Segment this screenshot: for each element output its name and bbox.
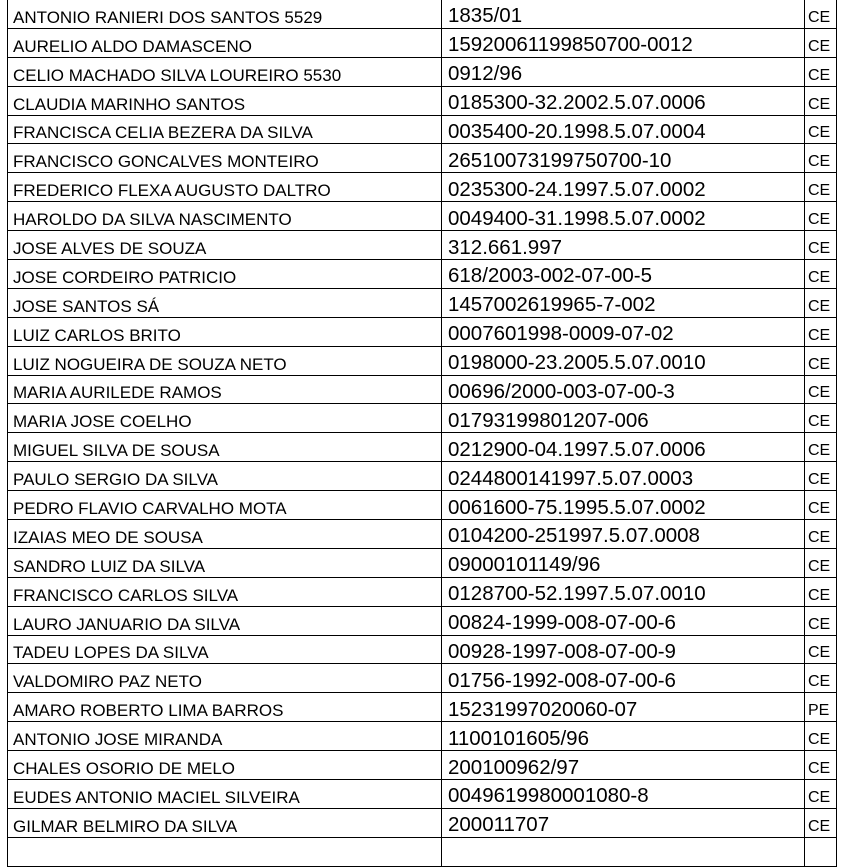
table-row (8, 346, 837, 375)
state-cell: CE (805, 722, 837, 751)
name-cell: FRANCISCO CARLOS SILVA (8, 577, 442, 606)
process-number-cell: 0128700-52.1997.5.07.0010 (442, 577, 805, 606)
table-row (8, 722, 837, 751)
table-row (8, 520, 837, 549)
table-row (8, 173, 837, 202)
state-cell: CE (805, 144, 837, 173)
state-cell: CE (805, 28, 837, 57)
records-table-body (8, 0, 837, 866)
state-cell: CE (805, 57, 837, 86)
table-row (8, 808, 837, 837)
state-cell: CE (805, 520, 837, 549)
table-row (8, 231, 837, 260)
table-row (8, 86, 837, 115)
process-number-cell: 26510073199750700-10 (442, 144, 805, 173)
state-cell: CE (805, 404, 837, 433)
table-row (8, 0, 837, 28)
name-cell: MARIA AURILEDE RAMOS (8, 375, 442, 404)
process-number-cell: 0235300-24.1997.5.07.0002 (442, 173, 805, 202)
name-cell: FREDERICO FLEXA AUGUSTO DALTRO (8, 173, 442, 202)
process-number-cell: 0212900-04.1997.5.07.0006 (442, 433, 805, 462)
state-cell: CE (805, 0, 837, 28)
name-cell: EUDES ANTONIO MACIEL SILVEIRA (8, 780, 442, 809)
table-row (8, 751, 837, 780)
process-number-cell: 0104200-251997.5.07.0008 (442, 520, 805, 549)
process-number-cell: 0061600-75.1995.5.07.0002 (442, 491, 805, 520)
name-cell: ANTONIO RANIERI DOS SANTOS 5529 (8, 0, 442, 28)
state-cell: CE (805, 202, 837, 231)
state-cell: CE (805, 115, 837, 144)
state-cell: CE (805, 288, 837, 317)
process-number-cell (442, 837, 805, 866)
table-row (8, 462, 837, 491)
table-row (8, 837, 837, 866)
name-cell: AURELIO ALDO DAMASCENO (8, 28, 442, 57)
name-cell: LAURO JANUARIO DA SILVA (8, 606, 442, 635)
process-number-cell: 200011707 (442, 808, 805, 837)
state-cell: CE (805, 86, 837, 115)
state-cell: CE (805, 491, 837, 520)
state-cell: CE (805, 751, 837, 780)
state-cell: CE (805, 664, 837, 693)
name-cell: GILMAR BELMIRO DA SILVA (8, 808, 442, 837)
state-cell: CE (805, 635, 837, 664)
state-cell: CE (805, 375, 837, 404)
table-row (8, 635, 837, 664)
state-cell: CE (805, 548, 837, 577)
state-cell: CE (805, 231, 837, 260)
name-cell: IZAIAS MEO DE SOUSA (8, 520, 442, 549)
process-number-cell: 004961998000108​0-8 (442, 780, 805, 809)
state-cell: CE (805, 433, 837, 462)
process-number-cell: 00696/2000-003-07-00-3 (442, 375, 805, 404)
table-row (8, 375, 837, 404)
state-cell: CE (805, 462, 837, 491)
table-row (8, 433, 837, 462)
table-row (8, 115, 837, 144)
table-row (8, 577, 837, 606)
process-number-cell: 0035400-20.1998.5.07.0004 (442, 115, 805, 144)
name-cell: AMARO ROBERTO LIMA BARROS (8, 693, 442, 722)
table-row (8, 144, 837, 173)
process-number-cell: 1457002619965-7-002 (442, 288, 805, 317)
state-cell: CE (805, 577, 837, 606)
process-number-cell: 0007601998-0009-07-02 (442, 317, 805, 346)
name-cell: LUIZ CARLOS BRITO (8, 317, 442, 346)
name-cell: PEDRO FLAVIO CARVALHO MOTA (8, 491, 442, 520)
process-number-cell: 00824-1999-008-07-00-6 (442, 606, 805, 635)
state-cell: CE (805, 260, 837, 289)
name-cell: HAROLDO DA SILVA NASCIMENTO (8, 202, 442, 231)
process-number-cell: 1835/01 (442, 0, 805, 28)
table-row (8, 260, 837, 289)
records-table (7, 0, 837, 867)
table-row (8, 491, 837, 520)
process-number-cell: 200100962/97 (442, 751, 805, 780)
table-row (8, 606, 837, 635)
process-number-cell: 15231997020060-07 (442, 693, 805, 722)
state-cell: CE (805, 317, 837, 346)
state-cell: CE (805, 780, 837, 809)
table-row (8, 57, 837, 86)
name-cell: VALDOMIRO PAZ NETO (8, 664, 442, 693)
name-cell: CELIO MACHADO SILVA LOUREIRO 5530 (8, 57, 442, 86)
name-cell: PAULO SERGIO DA SILVA (8, 462, 442, 491)
table-row (8, 202, 837, 231)
process-number-cell: 01756-1992-008-07-00-6 (442, 664, 805, 693)
name-cell: LUIZ NOGUEIRA DE SOUZA NETO (8, 346, 442, 375)
process-number-cell: 1100101605/96 (442, 722, 805, 751)
state-cell: CE (805, 346, 837, 375)
process-number-cell: 09000101149/96 (442, 548, 805, 577)
name-cell: FRANCISCO GONCALVES MONTEIRO (8, 144, 442, 173)
table-row (8, 28, 837, 57)
name-cell: CHALES OSORIO DE MELO (8, 751, 442, 780)
name-cell: JOSE CORDEIRO PATRICIO (8, 260, 442, 289)
name-cell (8, 837, 442, 866)
name-cell: FRANCISCA CELIA BEZERA DA SILVA (8, 115, 442, 144)
state-cell: CE (805, 173, 837, 202)
name-cell: ANTONIO JOSE MIRANDA (8, 722, 442, 751)
table-row (8, 404, 837, 433)
name-cell: TADEU LOPES DA SILVA (8, 635, 442, 664)
process-number-cell: 0198000-23.2005.5.07.0010 (442, 346, 805, 375)
process-number-cell: 0912/96 (442, 57, 805, 86)
state-cell: CE (805, 606, 837, 635)
process-number-cell: 0049400-31.1998.5.07.0002 (442, 202, 805, 231)
name-cell: SANDRO LUIZ DA SILVA (8, 548, 442, 577)
process-number-cell: 0185300-32.2002.5.07.0006 (442, 86, 805, 115)
process-number-cell: 0244800141997.5.07.0003 (442, 462, 805, 491)
name-cell: MARIA JOSE COELHO (8, 404, 442, 433)
name-cell: JOSE SANTOS SÁ (8, 288, 442, 317)
table-row (8, 317, 837, 346)
state-cell: PE (805, 693, 837, 722)
state-cell (805, 837, 837, 866)
state-cell: CE (805, 808, 837, 837)
name-cell: CLAUDIA MARINHO SANTOS (8, 86, 442, 115)
name-cell: MIGUEL SILVA DE SOUSA (8, 433, 442, 462)
process-number-cell: 618/2003-002-07-00-5 (442, 260, 805, 289)
process-number-cell: 312.661.997 (442, 231, 805, 260)
table-row (8, 693, 837, 722)
process-number-cell: 00928-1997-008-07-00-9 (442, 635, 805, 664)
table-row (8, 288, 837, 317)
process-number-cell: 01793199801207-006 (442, 404, 805, 433)
table-row (8, 780, 837, 809)
table-row (8, 548, 837, 577)
spreadsheet-sheet (7, 0, 836, 837)
process-number-cell: 15920061199850700-0012 (442, 28, 805, 57)
table-row (8, 664, 837, 693)
name-cell: JOSE ALVES DE SOUZA (8, 231, 442, 260)
